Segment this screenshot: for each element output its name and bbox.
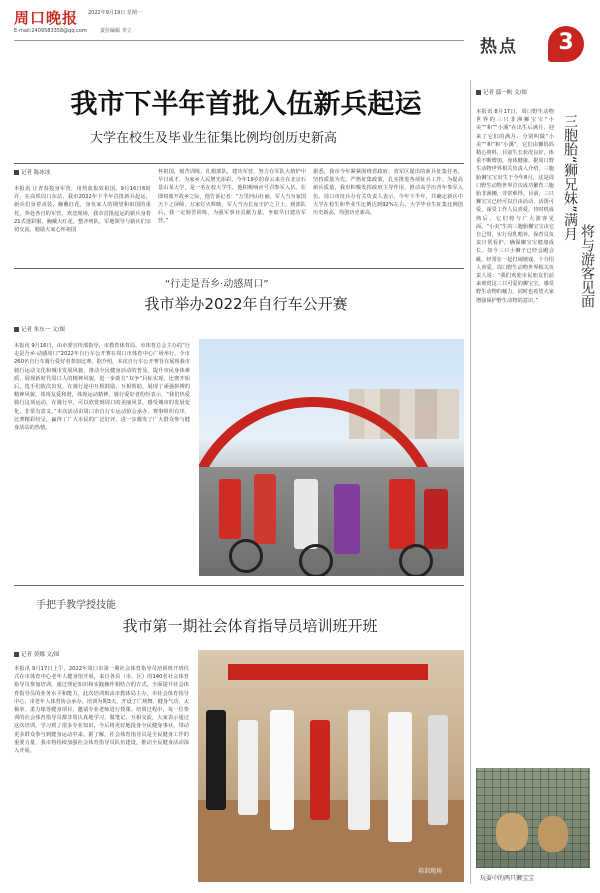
trainee [348, 710, 370, 830]
main-bottom-rule [14, 268, 464, 269]
bike-wheel [399, 544, 433, 576]
sidebar-divider [470, 80, 471, 884]
rider [219, 479, 241, 539]
lion-cub [538, 816, 568, 852]
masthead-editor: 责任编辑 李立 [100, 28, 132, 34]
section-name: 热点 [480, 37, 518, 57]
cycling-headline: 我市举办2022年自行车公开赛 [144, 295, 348, 313]
bike-wheel [229, 539, 263, 573]
cycling-kicker: “行走是吾乡·动感周口” [165, 279, 269, 290]
lion-photo-caption: 玩耍中的两只狮宝宝 [480, 875, 535, 882]
rider [334, 484, 360, 554]
cycling-text: 本报讯 9月16日，由市委宣传部指导，市教育体育局、市体育总会主办的“行走是吾乡·动感周口”2022年自行车公开赛在周口市体育中心广场举行，全市260名自行车骑行爱好者参加比赛。据介绍，本次自行车公开赛旨在展现我市骑行运动文化和城市发展风貌，推动全民健身活动的普及，提升市民身体素质，展现新时代周口人的精神风貌，进一步助力“双争”目标实现。比赛开始后，选手们依次出发，在骑行途中互相鼓励、互相帮助，展现了顽强拼搏的精神风貌。体现友爱和谐，体现运动精神。骑行爱好者纷纷表示，“我们热爱骑行这项运动，在骑行中，可以欣赏到周口的美丽风景，感受城市的发展变化，非常有意义。”本次活动由周口市自行车运动协会承办，赛事组织有序，比赛精彩纷呈，赢得了广大市民的广泛好评，进一步激发了广大群众参与健身活动的热情。 [14, 343, 190, 432]
main-rule [14, 163, 464, 164]
cage-bars [476, 768, 590, 868]
trainee [206, 710, 226, 810]
trainee [388, 712, 412, 842]
masthead-date: 2022年9月19日 星期一 [88, 10, 142, 16]
masthead-email: E-mail:2409583358@qq.com [14, 28, 87, 34]
masthead-rule [14, 40, 464, 41]
trainee [238, 720, 258, 815]
cycling-byline: 记者 朱东一 文/图 [14, 325, 65, 333]
main-byline: 记者 陈冰冰 [14, 168, 50, 176]
main-headline: 我市下半年首批入伍新兵起运 [70, 89, 422, 120]
coach-photo [198, 650, 464, 882]
coach-headline: 我市第一期社会体育指导员培训班开班 [122, 617, 378, 635]
rider [389, 479, 415, 549]
stage-banner [228, 664, 428, 680]
coach-kicker: 手把手教学授技能 [36, 600, 116, 611]
coach-photo-caption: 培训现场 [418, 868, 443, 875]
sidebar-byline: 记者 邸一帆 文/图 [476, 88, 536, 96]
cycling-photo [199, 339, 464, 576]
page-number-badge [548, 26, 584, 62]
sidebar-text: 本报讯 8月17日，周口野生动物世界的三只非洲狮宝宝“小美”“和”“小溪”在出生后满月，迎来了它们的满月，分别叫做“小美”“和”和“小溪”，它们由狮妈妈精心照料，目前生长状况良好，体重不断增加，身体健康。据周口野生动物世界相关负责人介绍，三胞胎狮宝宝出生于今年8月，这是周口野生动物世界首次成功繁育三胞胎非洲狮，非常难得。目前，三只狮宝宝已经可以自由活动，活泼可爱，深受工作人员喜爱。待时机成熟后，它们将与广大游客见面。“小美”生的三胞胎狮宝宝由它自己带，实行母乳喂养，保育员负责日常看护，确保狮宝宝健康成长。如今三只小狮子已经会跑会跳，经常在一起打闹嬉戏，十分招人喜爱。周口野生动物世界相关负责人说：“我们欢迎市民朋友们前来观赏这三只可爱的狮宝宝，感受野生动物的魅力，同时也希望大家增强保护野生动物的意识。” [476, 109, 554, 304]
lion-cub-photo [476, 768, 590, 868]
lion-cub [496, 813, 528, 851]
sidebar-vertical-headline-b: 将与游客见面 [579, 224, 595, 308]
trainee [428, 715, 448, 825]
bike-wheel [299, 544, 333, 576]
coach-text: 本报讯 9月17日上午，2022年周口市第一期社会体育指导员培训班开班仪式在市体育中心老年人健身馆开展，来自各县（市、区）的140名社会体育指导员参加培训，通过理论知识和实践操作相结合的方式，全面提升社会体育指导员的业务水平和能力。此次培训班由市教体局主办，市社会体育指导中心、市老年人体育协会承办。培训为期3天，开设了广场舞、健身气功、太极拳、柔力球等健身项目，邀请专业老师进行授课。培训过程中，每一位参训的社会体育指导员都非常认真地学习，做笔记，互相交流，大家表示通过这次培训，学习到了很多专业知识，今后将更好地投身全民健身事业，带动更多群众参与到健身运动中来。据了解，社会体育指导员是全民健身工作的重要力量，我市将持续加强社会体育指导员队伍建设，推动全民健身活动深入开展。 [14, 666, 189, 755]
main-subhead: 大学在校生及毕业生征集比例均创历史新高 [90, 131, 338, 146]
rider [294, 479, 318, 549]
rider [424, 489, 448, 549]
trainee [310, 720, 330, 820]
page-number: 3 [558, 30, 574, 55]
cycling-bottom-rule [14, 585, 464, 586]
sidebar-vertical-headline-a: 三胞胎“狮兄妹”满月 [562, 114, 578, 241]
masthead-logo: 周口晚报 [14, 9, 79, 27]
coach-byline: 记者 黄娜 文/图 [14, 650, 59, 658]
trainee [270, 710, 294, 830]
main-col-1: 本报讯 让青春投身军营，用热血报效祖国。9月16日6时许，在高铁周口东站，我市2022年下半年首批新兵起运，新兵们身着戎装、胸戴红花，身负家人的期望和祖国的重托，奔赴各自的军营。欢送现场，我市首批起运的新兵身着21式迷彩服，胸戴大红花，整齐列队，军地领导与新兵们亲切交流，勉励大家心怀祖国 [14, 186, 151, 234]
main-col-3: 据悉，我市今年紧紧围绕省政府、省军区提出的新兵征集任务，坚持质量为先，严格征集政策，扎实推进各项征兵工作。为提高新兵质量，我市积极发挥政府主导作用，推动高学历青年参军入伍。周口市征兵办有关负责人表示，今年下半年，共确定新兵中大学在校生和毕业生比例达到92%左右，大学毕业生征集比例创历史新高，均创历史新高。 [313, 169, 463, 217]
rider [254, 474, 276, 544]
main-col-2: 怀祖国，刻苦训练，扎根部队，建功军营，努力在军队大熔炉中早日成才，为家乡人民增光添彩。今年19岁的春云来自在北京石景山某大学，是一名在校大学生，他积极响应号召参军入伍。在即将离开故乡之际，他告诉记者：“万里河山壮丽，军人当为家国天下之屏障，万家灯火辉映，军人当为长夜守护之卫士。到部队后，我一定刻苦训练，为强军事业贡献力量，争取早日建功军营。” [158, 169, 306, 225]
